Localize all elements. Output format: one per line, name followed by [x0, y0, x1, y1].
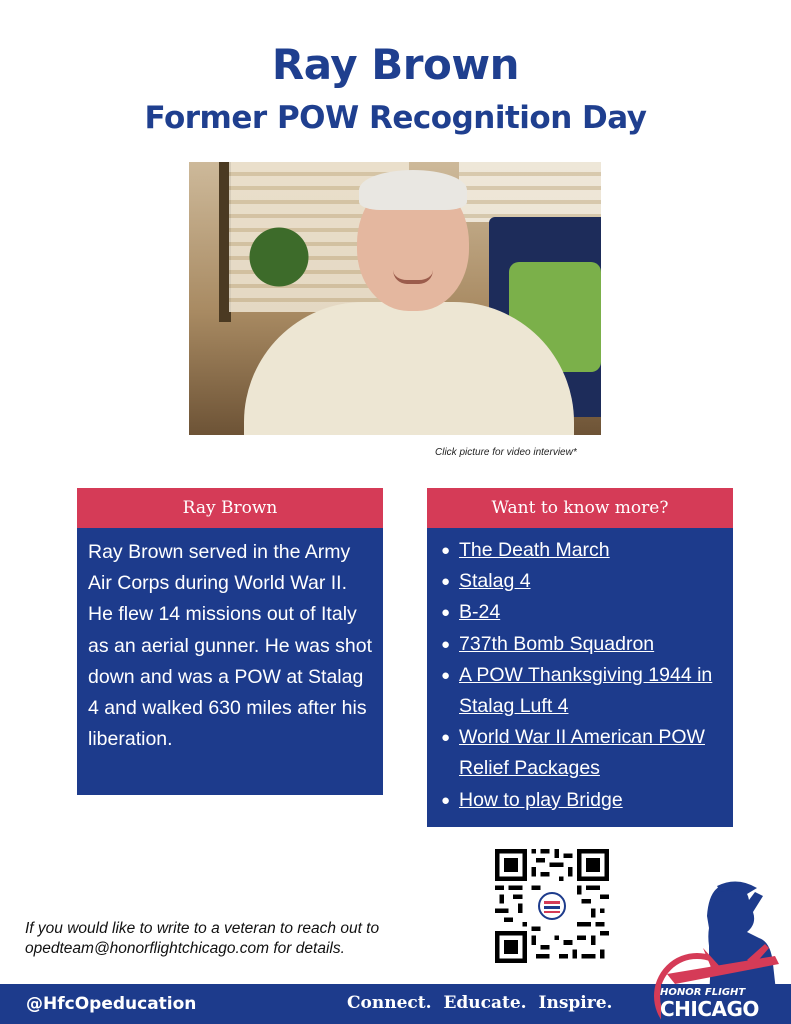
- list-item: [441, 722, 725, 784]
- contact-line-1: If you would like to write to a veteran to reach out to: [25, 920, 380, 937]
- list-item: [441, 597, 725, 628]
- list-item: [441, 566, 725, 597]
- page-subtitle: Former POW Recognition Day: [144, 100, 647, 136]
- link-death-march[interactable]: The Death March: [459, 539, 610, 561]
- qr-code[interactable]: [495, 849, 609, 963]
- link-b24[interactable]: B-24: [459, 601, 501, 624]
- link-bridge[interactable]: How to play Bridge: [459, 788, 623, 811]
- page-title: Ray Brown: [271, 40, 520, 89]
- bio-text: Ray Brown served in the Army Air Corps during World War II. He flew 14 missions out of Italy as an aerial gunner. He was shot down and was a POW at Stalag 4 and walked 630 miles after his liberation.: [88, 541, 373, 751]
- contact-line-2: opedteam@honorflightchicago.com for details.: [25, 940, 345, 957]
- logo-text-chicago: CHICAGO: [660, 997, 759, 1021]
- bullet-icon: ●: [441, 542, 451, 559]
- veteran-photo[interactable]: [189, 162, 601, 435]
- bullet-icon: ●: [441, 791, 451, 809]
- bio-panel: [77, 488, 383, 795]
- bio-heading: Ray Brown: [77, 488, 383, 528]
- bullet-icon: ●: [441, 666, 451, 684]
- bullet-icon: ●: [441, 729, 451, 747]
- plant-shape: [244, 217, 314, 297]
- learn-more-list: [427, 528, 733, 816]
- link-bomb-squadron[interactable]: 737th Bomb Squadron: [459, 632, 655, 655]
- link-stalag-4[interactable]: Stalag 4: [459, 570, 531, 593]
- logo-text-honor-flight: HONOR FLIGHT: [660, 987, 746, 998]
- bullet-icon: ●: [441, 635, 451, 653]
- learn-more-heading: Want to know more?: [427, 488, 733, 528]
- contact-note: [25, 919, 465, 959]
- link-relief-packages[interactable]: World War II American POW Relief Packages: [459, 726, 705, 780]
- list-item: [441, 535, 725, 566]
- list-item: [441, 785, 725, 816]
- link-pow-thanksgiving[interactable]: A POW Thanksgiving 1944 in Stalag Luft 4: [459, 663, 713, 718]
- bullet-icon: ●: [441, 604, 451, 622]
- list-item: [441, 629, 725, 660]
- flag-icon: [538, 892, 566, 920]
- qr-logo-badge: [535, 889, 569, 923]
- list-item: [441, 660, 725, 722]
- footer-tagline: Connect. Educate. Inspire.: [347, 993, 613, 1013]
- hair-shape: [359, 170, 467, 210]
- bullet-icon: ●: [441, 573, 451, 591]
- learn-more-panel: [427, 488, 733, 827]
- social-handle: @HfcOpeducation: [26, 994, 197, 1014]
- photo-caption: Click picture for video interview*: [435, 447, 577, 458]
- window-blinds-right: [459, 162, 601, 222]
